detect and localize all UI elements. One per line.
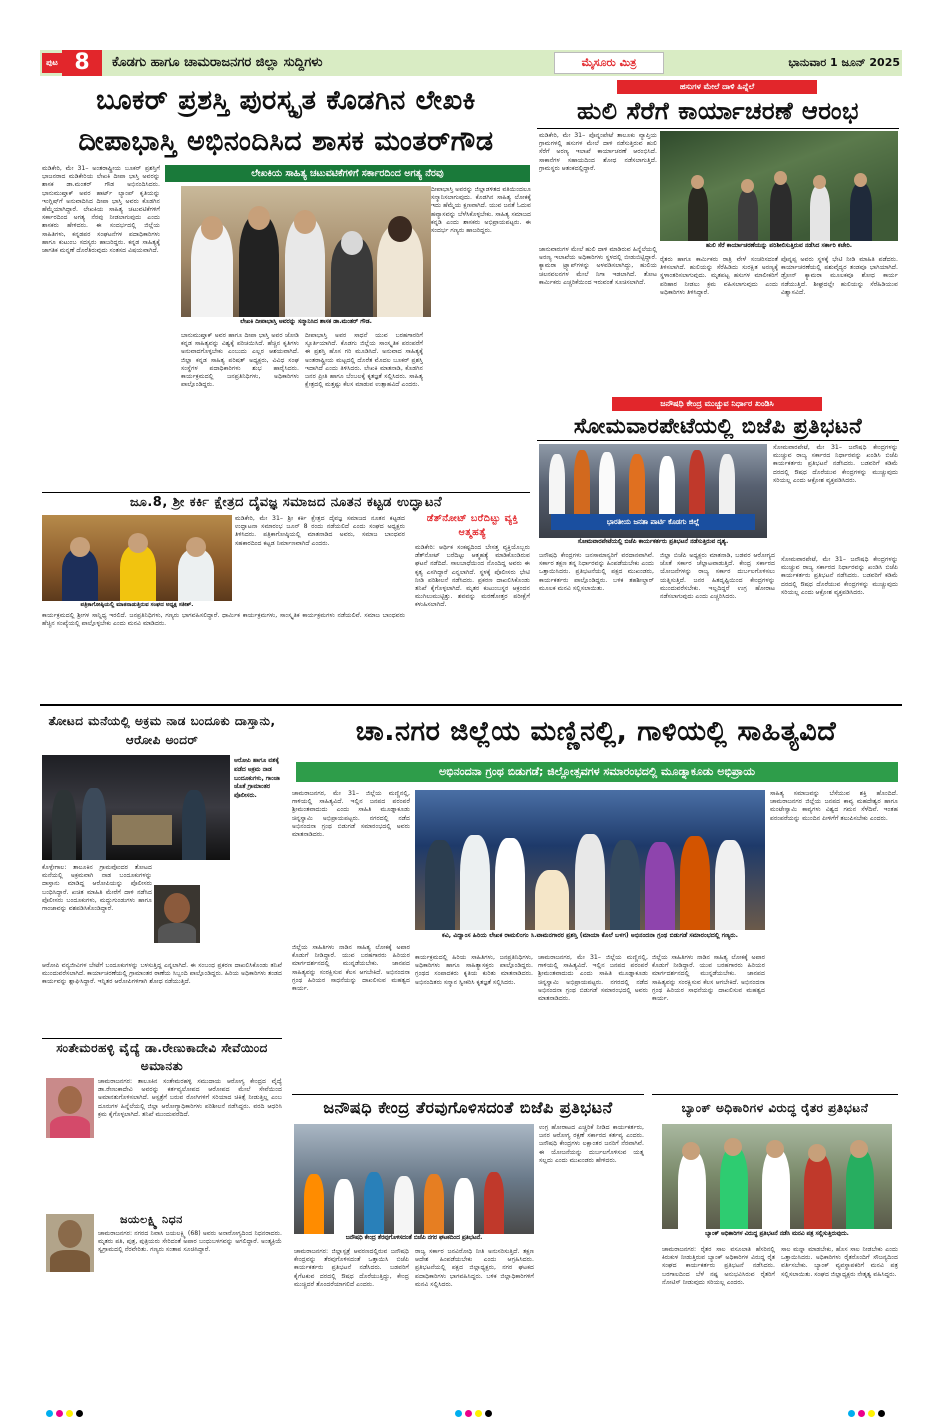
registration-dots-center — [455, 1402, 495, 1421]
tiger-body-3: ರೈತರು ಹಾಗೂ ಕಾರ್ಮಿಕರು ರಾತ್ರಿ ವೇಳೆ ಸಂಚರಿಸದಂತೆ ತಿಳಿಸಲಾಗಿದೆ. ಹುಲಿಯನ್ನು ಸೆರೆಹಿಡಿದು ಸುರಕ್ಷಿತ ಅರಣ್ಯಕ್ಕೆ ಸ್ಥಳಾಂತರಿಸಲಾಗುವುದು. ಮೃತಪಟ್ಟ ಹಸುಗಳ ಮಾಲೀಕರಿಗೆ ಪರಿಹಾರ ನೀಡಲು ಕ್ರಮ ವಹಿಸಲಾಗುವುದು ಎಂದು ಅಧಿಕಾರಿಗಳು ತಿಳಿಸಿದ್ದಾರೆ. — [660, 256, 778, 296]
tiger-headline: ಹುಲಿ ಸೆರೆಗೆ ಕಾರ್ಯಾಚರಣೆ ಆರಂಭ — [577, 97, 859, 125]
bank-photo-caption: ಬ್ಯಾಂಕ್ ಅಧಿಕಾರಿಗಳ ವಿರುದ್ಧ ಪ್ರತಿಭಟನೆ ನಡೆಸಿ ಮನವಿ ಪತ್ರ ಸಲ್ಲಿಸುತ್ತಿರುವುದು. — [705, 1231, 849, 1237]
chnagar-bjp-body-3: ರಾಜ್ಯ ಸರ್ಕಾರ ಜನವಿರೋಧಿ ನೀತಿ ಅನುಸರಿಸುತ್ತಿದೆ. ತಕ್ಷಣ ಆದೇಶ ಹಿಂಪಡೆಯಬೇಕು ಎಂದು ಆಗ್ರಹಿಸಿದರು. ಪ್ರತಿಭಟನೆಯಲ್ಲಿ ಪಕ್ಷದ ಜಿಲ್ಲಾಧ್ಯಕ್ಷರು, ನಗರ ಘಟಕದ ಪದಾಧಿಕಾರಿಗಳು ಭಾಗವಹಿಸಿದ್ದರು. ಬಳಿಕ ಜಿಲ್ಲಾಧಿಕಾರಿಗಳಿಗೆ ಮನವಿ ಸಲ್ಲಿಸಿದರು. — [415, 1248, 534, 1288]
booker-body-3: ಬಾನುಮುಷ್ತಾಕ್ ಅವರ ಹಾಗೂ ದೀಪಾ ಭಾಸ್ತಿ ಅವರ ಜೋಡಿ ಕನ್ನಡ ಸಾಹಿತ್ಯವನ್ನು ವಿಶ್ವಕ್ಕೆ ಪರಿಚಯಿಸಿದೆ. ಹೆಚ್ಚಿನ ಕೃತಿಗಳು ಅನುವಾದಗೊಳ್ಳಬೇಕು ಎಂಬುದು ಎಲ್ಲರ ಆಶಯವಾಗಿದೆ. ಜಿಲ್ಲಾ ಕನ್ನಡ ಸಾಹಿತ್ಯ ಪರಿಷತ್ ಅಧ್ಯಕ್ಷರು, ವಿವಿಧ ಸಂಘ ಸಂಸ್ಥೆಗಳ ಪದಾಧಿಕಾರಿಗಳು ಶುಭ ಹಾರೈಸಿದರು. ಕಾರ್ಯಕ್ರಮದಲ್ಲಿ ಜನಪ್ರತಿನಿಧಿಗಳು, ಅಧಿಕಾರಿಗಳು ಪಾಲ್ಗೊಂಡಿದ್ದರು. — [181, 332, 299, 389]
somwarpet-photo — [539, 444, 767, 538]
gun-headline: ತೋಟದ ಮನೆಯಲ್ಲಿ ಅಕ್ರಮ ನಾಡ ಬಂದೂಕು ದಾಸ್ತಾನು, ಆರೋಪಿ ಅಂದರ್ — [48, 714, 276, 747]
chnagar-bjp-photo — [294, 1124, 534, 1234]
gun-side-caption: ಆರೋಪಿ ಹಾಗೂ ವಶಕ್ಕೆ ಪಡೆದ ಅಕ್ರಮ ನಾಡ ಬಂದೂಕುಗಳು, ಗಾಂಜಾ ಜೊತೆ ಗ್ರಾಮಾಂತರ ಪೊಲೀಸರು. — [234, 757, 280, 800]
bank-headline: ಬ್ಯಾಂಕ್ ಅಧಿಕಾರಿಗಳ ವಿರುದ್ಧ ರೈತರ ಪ್ರತಿಭಟನೆ — [652, 1094, 898, 1120]
tiger-body-4: ಪೊನ್ನಪ್ಪ ಅವರು ಸ್ಥಳಕ್ಕೆ ಭೇಟಿ ನೀಡಿ ಮಾಹಿತಿ ಪಡೆದರು. ಕಾರ್ಯಾಚರಣೆಯಲ್ಲಿ ಪಶುವೈದ್ಯರ ತಂಡವೂ ಭಾಗಿಯಾಗಿದೆ. ಡ್ರೋನ್ ಕ್ಯಾಮರಾ ಮೂಲಕವೂ ಶೋಧ ಕಾರ್ಯ ನಡೆಯುತ್ತಿದೆ. ಶೀಘ್ರದಲ್ಲೇ ಹುಲಿಯನ್ನು ಸೆರೆಹಿಡಿಯುವ ವಿಶ್ವಾಸವಿದೆ. — [781, 256, 898, 296]
somwarpet-photo-caption: ಸೋಮವಾರಪೇಟೆಯಲ್ಲಿ ಬಿಜೆಪಿ ಕಾರ್ಯಕರ್ತರು ಪ್ರತಿಭಟನೆ ನಡೆಸುತ್ತಿರುವ ದೃಶ್ಯ. — [577, 538, 729, 545]
somwarpet-body-4: ಸೋಮವಾರಪೇಟೆ, ಮೇ 31– ಜನೌಷಧಿ ಕೇಂದ್ರಗಳನ್ನು ಮುಚ್ಚುವ ರಾಜ್ಯ ಸರ್ಕಾರದ ನಿರ್ಧಾರವನ್ನು ಖಂಡಿಸಿ ಬಿಜೆಪಿ ಕಾರ್ಯಕರ್ತರು ಪ್ರತಿಭಟನೆ ನಡೆಸಿದರು. ಬಡವರಿಗೆ ಕಡಿಮೆ ದರದಲ್ಲಿ ಔಷಧ ದೊರೆಯುವ ಕೇಂದ್ರಗಳನ್ನು ಮುಚ್ಚುವುದು ಸರಿಯಲ್ಲ ಎಂದು ಆಕ್ರೋಶ ವ್ಯಕ್ತಪಡಿಸಿದರು. — [781, 556, 898, 596]
somwarpet-kicker: ಜನೌಷಧಿ ಕೇಂದ್ರ ಮುಚ್ಚುವ ನಿರ್ಧಾರ ಖಂಡಿಸಿ — [612, 397, 822, 411]
bank-photo — [662, 1124, 892, 1229]
bank-body-2: ಸಾಲ ಮನ್ನಾ ಮಾಡಬೇಕು, ಹೊಸ ಸಾಲ ನೀಡಬೇಕು ಎಂದು ಒತ್ತಾಯಿಸಿದರು. ಅಧಿಕಾರಿಗಳು ರೈತರೊಂದಿಗೆ ಸೌಜನ್ಯದಿಂದ ವರ್ತಿಸಬೇಕು. ಬ್ಯಾಂಕ್ ವ್ಯವಸ್ಥಾಪಕರಿಗೆ ಮನವಿ ಪತ್ರ ಸಲ್ಲಿಸಲಾಯಿತು. ಸಂಘದ ಜಿಲ್ಲಾಧ್ಯಕ್ಷರು ನೇತೃತ್ವ ವಹಿಸಿದ್ದರು. — [781, 1246, 898, 1278]
literature-headline: ಚಾ.ನಗರ ಜಿಲ್ಲೆಯ ಮಣ್ಣಿನಲ್ಲಿ, ಗಾಳಿಯಲ್ಲಿ ಸಾಹಿತ್ಯವಿದೆ — [355, 716, 837, 747]
black-dot — [878, 1410, 885, 1417]
yellow-dot — [66, 1410, 73, 1417]
magenta-dot — [858, 1410, 865, 1417]
date-line: ಭಾನುವಾರ 1 ಜೂನ್ 2025 — [788, 56, 900, 69]
magenta-dot — [465, 1410, 472, 1417]
chnagar-bjp-body-1: ಉಗ್ರ ಹೋರಾಟದ ಎಚ್ಚರಿಕೆ ನೀಡಿದ ಕಾರ್ಯಕರ್ತರು, ಜನರ ಆರೋಗ್ಯ ರಕ್ಷಣೆ ಸರ್ಕಾರದ ಕರ್ತವ್ಯ ಎಂದರು. ಜನೌಷಧಿ ಕೇಂದ್ರಗಳು ಲಕ್ಷಾಂತರ ಜನರಿಗೆ ನೆರವಾಗಿವೆ. ಈ ಯೋಜನೆಯನ್ನು ದುರ್ಬಲಗೊಳಿಸುವ ಯತ್ನ ಸಲ್ಲದು ಎಂದು ಮುಖಂಡರು ಹೇಳಿದರು. — [539, 1124, 644, 1164]
black-dot — [76, 1410, 83, 1417]
tiger-kicker: ಹಸುಗಳ ಮೇಲೆ ದಾಳಿ ಹಿನ್ನೆಲೆ — [617, 80, 817, 94]
suicide-body: ಮಡಿಕೇರಿ: ಆರ್ಥಿಕ ಸಂಕಷ್ಟದಿಂದ ಬೇಸತ್ತ ವ್ಯಕ್ತಿಯೊಬ್ಬರು ಡೆತ್‌ನೋಟ್ ಬರೆದಿಟ್ಟು ಆತ್ಮಹತ್ಯೆ ಮಾಡಿಕೊಂಡಿರುವ ಘಟನೆ ನಡೆದಿದೆ. ಸಾಲಬಾಧೆಯಿಂದ ನೊಂದಿದ್ದ ಅವರು ಈ ಕೃತ್ಯ ಎಸಗಿದ್ದಾರೆ ಎನ್ನಲಾಗಿದೆ. ಸ್ಥಳಕ್ಕೆ ಪೊಲೀಸರು ಭೇಟಿ ನೀಡಿ ಪರಿಶೀಲನೆ ನಡೆಸಿದರು. ಪ್ರಕರಣ ದಾಖಲಿಸಿಕೊಂಡು ತನಿಖೆ ಕೈಗೊಳ್ಳಲಾಗಿದೆ. ಮೃತರ ಕುಟುಂಬಸ್ಥರ ಆಕ್ರಂದನ ಮುಗಿಲುಮುಟ್ಟಿತ್ತು. ಶವವನ್ನು ಮರಣೋತ್ತರ ಪರೀಕ್ಷೆಗೆ ಕಳುಹಿಸಲಾಗಿದೆ. — [415, 544, 530, 609]
page-number: 8 — [62, 50, 102, 76]
chnagar-bjp-body-2: ಚಾಮರಾಜನಗರ: ಜಿಲ್ಲಾಸ್ಪತ್ರೆ ಆವರಣದಲ್ಲಿರುವ ಜನೌಷಧಿ ಕೇಂದ್ರವನ್ನು ತೆರವುಗೊಳಿಸದಂತೆ ಒತ್ತಾಯಿಸಿ ಬಿಜೆಪಿ ಕಾರ್ಯಕರ್ತರು ಪ್ರತಿಭಟನೆ ನಡೆಸಿದರು. ಬಡವರಿಗೆ ಕೈಗೆಟಕುವ ದರದಲ್ಲಿ ಔಷಧ ದೊರೆಯುತ್ತಿದ್ದು, ಕೇಂದ್ರ ಮುಚ್ಚಿದರೆ ತೊಂದರೆಯಾಗಲಿದೆ ಎಂದರು. — [294, 1248, 409, 1288]
paper-name: ಮೈಸೂರು ಮಿತ್ರ — [554, 52, 664, 74]
literature-body-4: ಸಾಹಿತ್ಯ ಸಮಾಜವನ್ನು ಬೆಸೆಯುವ ಶಕ್ತಿ ಹೊಂದಿದೆ. ಚಾಮರಾಜನಗರ ಜಿಲ್ಲೆಯ ಜನಪದ ಕಾವ್ಯ ಮಹದೇಶ್ವರ ಹಾಗೂ ಮಂಟೇಸ್ವಾಮಿ ಕಾವ್ಯಗಳು ವಿಶ್ವದ ಗಮನ ಸೆಳೆದಿವೆ. ಇಂತಹ ಪರಂಪರೆಯನ್ನು ಮುಂದಿನ ಪೀಳಿಗೆಗೆ ತಲುಪಿಸಬೇಕು ಎಂದರು. — [770, 790, 898, 822]
literature-body-6: ಜಿಲ್ಲೆಯ ಸಾಹಿತಿಗಳು ನಾಡಿನ ಸಾಹಿತ್ಯ ಲೋಕಕ್ಕೆ ಅಪಾರ ಕೊಡುಗೆ ನೀಡಿದ್ದಾರೆ. ಯುವ ಬರಹಗಾರರು ಹಿರಿಯರ ಮಾರ್ಗದರ್ಶನದಲ್ಲಿ ಮುನ್ನಡೆಯಬೇಕು. ಜಾನಪದ ಸಾಹಿತ್ಯವನ್ನು ಸಂರಕ್ಷಿಸುವ ಕೆಲಸ ಆಗಬೇಕಿದೆ. ಅಭಿನಂದನಾ ಗ್ರಂಥ ಹಿರಿಯರ ಸಾಧನೆಯನ್ನು ದಾಖಲಿಸುವ ಮಹತ್ವದ ಕಾರ್ಯ. — [652, 954, 765, 1003]
booker-headline-2: ದೀಪಾಭಾಸ್ತಿ ಅಭಿನಂದಿಸಿದ ಶಾಸಕ ಮಂತರ್‌ಗೌಡ — [78, 126, 494, 157]
bjp-banner: ಭಾರತೀಯ ಜನತಾ ಪಾರ್ಟಿ ಕೊಡಗು ಜಿಲ್ಲೆ — [551, 514, 755, 530]
registration-dots-left — [46, 1402, 86, 1421]
literature-subhead: ಅಭಿನಂದನಾ ಗ್ರಂಥ ಬಿಡುಗಡೆ; ಜಿಲ್ಲೋತ್ಸವಗಳ ಸಮಾರಂಭದಲ್ಲಿ ಮೂಡ್ನಾಕೂಡು ಅಭಿಪ್ರಾಯ — [296, 762, 898, 782]
section-title: ಕೊಡಗು ಹಾಗೂ ಚಾಮರಾಜನಗರ ಜಿಲ್ಲಾ ಸುದ್ದಿಗಳು — [112, 55, 323, 70]
black-dot — [485, 1410, 492, 1417]
karki-body-1: ಮಡಿಕೇರಿ, ಮೇ 31– ಶ್ರೀ ಕರ್ಕಿ ಕ್ಷೇತ್ರದ ದೈವಜ್ಞ ಸಮಾಜದ ನೂತನ ಕಟ್ಟಡದ ಉದ್ಘಾಟನಾ ಸಮಾರಂಭ ಜೂನ್ 8 ರಂದು ನಡೆಯಲಿದೆ ಎಂದು ಸಂಘದ ಅಧ್ಯಕ್ಷರು ತಿಳಿಸಿದರು. ಪತ್ರಿಕಾಗೋಷ್ಠಿಯಲ್ಲಿ ಮಾತನಾಡಿದ ಅವರು, ಸಮಾಜ ಬಾಂಧವರ ಸಹಕಾರದಿಂದ ಕಟ್ಟಡ ನಿರ್ಮಾಣವಾಗಿದೆ ಎಂದರು. — [235, 515, 405, 547]
literature-body-5: ಚಾಮರಾಜನಗರ, ಮೇ 31– ಜಿಲ್ಲೆಯ ಮಣ್ಣಿನಲ್ಲಿ, ಗಾಳಿಯಲ್ಲಿ ಸಾಹಿತ್ಯವಿದೆ. ಇಲ್ಲಿನ ಜನಪದ ಪರಂಪರೆ ಶ್ರೀಮಂತವಾದುದು ಎಂದು ಸಾಹಿತಿ ಮೂಡ್ನಾಕೂಡು ಚಿನ್ನಸ್ವಾಮಿ ಅಭಿಪ್ರಾಯಪಟ್ಟರು. ನಗರದಲ್ಲಿ ನಡೆದ ಅಭಿನಂದನಾ ಗ್ರಂಥ ಬಿಡುಗಡೆ ಸಮಾರಂಭದಲ್ಲಿ ಅವರು ಮಾತನಾಡಿದರು. — [538, 954, 648, 1003]
somwarpet-headline: ಸೋಮವಾರಪೇಟೆಯಲ್ಲಿ ಬಿಜೆಪಿ ಪ್ರತಿಭಟನೆ — [537, 411, 899, 441]
somwarpet-body-3: ಜಿಲ್ಲಾ ಬಿಜೆಪಿ ಅಧ್ಯಕ್ಷರು ಮಾತನಾಡಿ, ಬಡವರ ಆರೋಗ್ಯದ ಜೊತೆ ಸರ್ಕಾರ ಚೆಲ್ಲಾಟವಾಡುತ್ತಿದೆ. ಕೇಂದ್ರ ಸರ್ಕಾರದ ಯೋಜನೆಗಳನ್ನು ರಾಜ್ಯ ಸರ್ಕಾರ ದುರ್ಬಲಗೊಳಿಸಲು ಯತ್ನಿಸುತ್ತಿದೆ. ಜನರ ಹಿತದೃಷ್ಟಿಯಿಂದ ಕೇಂದ್ರಗಳನ್ನು ಮುಂದುವರೆಸಬೇಕು. ಇಲ್ಲದಿದ್ದರೆ ಉಗ್ರ ಹೋರಾಟ ನಡೆಸಲಾಗುವುದು ಎಂದು ಎಚ್ಚರಿಸಿದರು. — [660, 552, 775, 601]
booker-body-4: ದೀಪಾಭಾಸ್ತಿ ಅವರನ್ನು ಜಿಲ್ಲಾಡಳಿತದ ವತಿಯಿಂದಲೂ ಸನ್ಮಾನಿಸಲಾಗುವುದು. ಕೊಡಗಿನ ಸಾಹಿತ್ಯ ಲೋಕಕ್ಕೆ ಇದು ಹೆಮ್ಮೆಯ ಕ್ಷಣವಾಗಿದೆ. ಯುವ ಜನತೆ ಓದುವ ಹವ್ಯಾಸವನ್ನು ಬೆಳೆಸಿಕೊಳ್ಳಬೇಕು. ಸಾಹಿತ್ಯ ಸಮಾಜದ ಕನ್ನಡಿ ಎಂದು ಶಾಸಕರು ಅಭಿಪ್ರಾಯಪಟ್ಟರು. ಈ ಸಂದರ್ಭ ಗಣ್ಯರು ಹಾಜರಿದ್ದರು. — [431, 186, 531, 235]
gun-body-1: ಕೊಳ್ಳೇಗಾಲ: ತಾಲೂಕಿನ ಗ್ರಾಮವೊಂದರ ತೋಟದ ಮನೆಯಲ್ಲಿ ಅಕ್ರಮವಾಗಿ ನಾಡ ಬಂದೂಕುಗಳನ್ನು ದಾಸ್ತಾನು ಮಾಡಿದ್ದ ಆರೋಪಿಯನ್ನು ಪೊಲೀಸರು ಬಂಧಿಸಿದ್ದಾರೆ. ಖಚಿತ ಮಾಹಿತಿ ಮೇರೆಗೆ ದಾಳಿ ನಡೆಸಿದ ಪೊಲೀಸರು ಬಂದೂಕುಗಳು, ಮದ್ದುಗುಂಡುಗಳು ಹಾಗೂ ಗಾಂಜಾವನ್ನು ವಶಪಡಿಸಿಕೊಂಡಿದ್ದಾರೆ. — [42, 864, 152, 913]
gun-body-2: ಆರೋಪಿ ವನ್ಯಜೀವಿಗಳ ಬೇಟೆಗೆ ಬಂದೂಕುಗಳನ್ನು ಬಳಸುತ್ತಿದ್ದ ಎನ್ನಲಾಗಿದೆ. ಈ ಸಂಬಂಧ ಪ್ರಕರಣ ದಾಖಲಿಸಿಕೊಂಡು ತನಿಖೆ ಮುಂದುವರೆಸಲಾಗಿದೆ. ಕಾರ್ಯಾಚರಣೆಯಲ್ಲಿ ಗ್ರಾಮಾಂತರ ಠಾಣೆಯ ಸಿಬ್ಬಂದಿ ಪಾಲ್ಗೊಂಡಿದ್ದರು. ಹಿರಿಯ ಅಧಿಕಾರಿಗಳು ತಂಡದ ಕಾರ್ಯವನ್ನು ಶ್ಲಾಘಿಸಿದ್ದಾರೆ. ಇನ್ನಿತರ ಆರೋಪಿಗಳಿಗಾಗಿ ಶೋಧ ನಡೆಯುತ್ತಿದೆ. — [42, 962, 282, 986]
booker-subhead: ಲೇಖಕಿಯ ಸಾಹಿತ್ಯ ಚಟುವಟಿಕೆಗಳಿಗೆ ಸರ್ಕಾರದಿಂದ ಅಗತ್ಯ ನೆರವು — [165, 165, 530, 182]
literature-photo — [415, 790, 765, 930]
page-label: ಪುಟ — [42, 53, 62, 73]
booker-headline-1: ಬೂಕರ್ ಪ್ರಶಸ್ತಿ ಪುರಸ್ಕೃತ ಕೊಡಗಿನ ಲೇಖಕಿ — [96, 85, 476, 116]
doctor-headline: ಸಂತೇಮರಹಳ್ಳಿ ವೈದ್ಯೆ ಡಾ.ರೇಣುಕಾದೇವಿ ಸೇವೆಯಿಂದ ಅಮಾನತು — [42, 1038, 282, 1074]
literature-body-1: ಚಾಮರಾಜನಗರ, ಮೇ 31– ಜಿಲ್ಲೆಯ ಮಣ್ಣಿನಲ್ಲಿ, ಗಾಳಿಯಲ್ಲಿ ಸಾಹಿತ್ಯವಿದೆ. ಇಲ್ಲಿನ ಜನಪದ ಪರಂಪರೆ ಶ್ರೀಮಂತವಾದುದು ಎಂದು ಸಾಹಿತಿ ಮೂಡ್ನಾಕೂಡು ಚಿನ್ನಸ್ವಾಮಿ ಅಭಿಪ್ರಾಯಪಟ್ಟರು. ನಗರದಲ್ಲಿ ನಡೆದ ಅಭಿನಂದನಾ ಗ್ರಂಥ ಬಿಡುಗಡೆ ಸಮಾರಂಭದಲ್ಲಿ ಅವರು ಮಾತನಾಡಿದರು. — [292, 790, 410, 839]
tiger-rule — [537, 128, 899, 129]
literature-body-2: ಜಿಲ್ಲೆಯ ಸಾಹಿತಿಗಳು ನಾಡಿನ ಸಾಹಿತ್ಯ ಲೋಕಕ್ಕೆ ಅಪಾರ ಕೊಡುಗೆ ನೀಡಿದ್ದಾರೆ. ಯುವ ಬರಹಗಾರರು ಹಿರಿಯರ ಮಾರ್ಗದರ್ಶನದಲ್ಲಿ ಮುನ್ನಡೆಯಬೇಕು. ಜಾನಪದ ಸಾಹಿತ್ಯವನ್ನು ಸಂರಕ್ಷಿಸುವ ಕೆಲಸ ಆಗಬೇಕಿದೆ. ಅಭಿನಂದನಾ ಗ್ರಂಥ ಹಿರಿಯರ ಸಾಧನೆಯನ್ನು ದಾಖಲಿಸುವ ಮಹತ್ವದ ಕಾರ್ಯ. — [292, 944, 410, 993]
chnagar-bjp-photo-caption: ಜನೌಷಧಿ ಕೇಂದ್ರ ತೆರವುಗೊಳಿಸದಂತೆ ಬಿಜೆಪಿ ನಗರ ಘಟಕದಿಂದ ಪ್ರತಿಭಟನೆ. — [345, 1235, 483, 1241]
karki-photo-caption: ಪತ್ರಿಕಾಗೋಷ್ಠಿಯಲ್ಲಿ ಮಾತನಾಡುತ್ತಿರುವ ಸಂಘದ ಅಧ್ಯಕ್ಷ ಸತೀಶ್. — [80, 602, 194, 608]
chnagar-bjp-headline: ಜನೌಷಧಿ ಕೇಂದ್ರ ತೆರವುಗೊಳಿಸದಂತೆ ಬಿಜೆಪಿ ಪ್ರತಿಭಟನೆ — [292, 1094, 644, 1120]
cyan-dot — [46, 1410, 53, 1417]
tiger-body-2: ಜಾನುವಾರುಗಳ ಮೇಲೆ ಹುಲಿ ದಾಳಿ ಮಾಡಿರುವ ಹಿನ್ನೆಲೆಯಲ್ಲಿ ಅರಣ್ಯ ಇಲಾಖೆಯ ಅಧಿಕಾರಿಗಳು ಸ್ಥಳದಲ್ಲಿ ಬೀಡುಬಿಟ್ಟಿದ್ದಾರೆ. ಕ್ಯಾಮರಾ ಟ್ರ್ಯಾಪ್‌ಗಳನ್ನು ಅಳವಡಿಸಲಾಗಿದ್ದು, ಹುಲಿಯ ಚಲನವಲನಗಳ ಮೇಲೆ ನಿಗಾ ಇಡಲಾಗಿದೆ. ತೋಟ ಕಾರ್ಮಿಕರು ಎಚ್ಚರಿಕೆಯಿಂದ ಇರುವಂತೆ ಸೂಚಿಸಲಾಗಿದೆ. — [539, 246, 657, 286]
booker-photo-caption: ಲೇಖಕಿ ದೀಪಾಭಾಸ್ತಿ ಅವರನ್ನು ಸನ್ಮಾನಿಸಿದ ಶಾಸಕ ಡಾ.ಮಂತರ್ ಗೌಡ. — [240, 318, 372, 325]
literature-photo-caption: ಕವಿ, ವಿದ್ವಾಂಸ ಹಿರಿಯ ಲೇಖಕ ರಾಮಲಿಂಗಂ ಸಿ.ವಾಮನಗಾರರ ಪ್ರಶಸ್ತಿ (ಮಾಯಾ ಕೊಲೆ ಬಳಗ) ಅಭಿನಂದನಾ ಗ್ರಂಥ ಬಿಡುಗಡೆ ಸಮಾರಂಭದಲ್ಲಿ ಗಣ್ಯರು. — [442, 932, 738, 939]
literature-body-3: ಕಾರ್ಯಕ್ರಮದಲ್ಲಿ ಹಿರಿಯ ಸಾಹಿತಿಗಳು, ಜನಪ್ರತಿನಿಧಿಗಳು, ಅಧಿಕಾರಿಗಳು ಹಾಗೂ ಸಾಹಿತ್ಯಾಸಕ್ತರು ಪಾಲ್ಗೊಂಡಿದ್ದರು. ಗ್ರಂಥದ ಸಂಪಾದಕರು ಕೃತಿಯ ಕುರಿತು ಮಾತನಾಡಿದರು. ಅಭಿನಂದಿತರು ಸನ್ಮಾನ ಸ್ವೀಕರಿಸಿ ಕೃತಜ್ಞತೆ ಸಲ್ಲಿಸಿದರು. — [415, 954, 533, 986]
karki-photo — [42, 515, 232, 601]
obituary-headline: ಜಯಲಕ್ಷ್ಮಿ ನಿಧನ — [120, 1213, 183, 1226]
karki-body-2: ಕಾರ್ಯಕ್ರಮದಲ್ಲಿ ಶ್ರೀಗಳ ಸಾನ್ನಿಧ್ಯ ಇರಲಿದೆ. ಜನಪ್ರತಿನಿಧಿಗಳು, ಗಣ್ಯರು ಭಾಗವಹಿಸಲಿದ್ದಾರೆ. ಧಾರ್ಮಿಕ ಕಾರ್ಯಕ್ರಮಗಳು, ಸಾಂಸ್ಕೃತಿಕ ಕಾರ್ಯಕ್ರಮಗಳು ನಡೆಯಲಿವೆ. ಸಮಾಜ ಬಾಂಧವರು ಹೆಚ್ಚಿನ ಸಂಖ್ಯೆಯಲ್ಲಿ ಪಾಲ್ಗೊಳ್ಳಬೇಕು ಎಂದು ಮನವಿ ಮಾಡಿದರು. — [42, 612, 405, 628]
bank-body-1: ಚಾಮರಾಜನಗರ: ರೈತರ ಸಾಲ ವಸೂಲಾತಿ ಹೆಸರಿನಲ್ಲಿ ಕಿರುಕುಳ ನೀಡುತ್ತಿರುವ ಬ್ಯಾಂಕ್ ಅಧಿಕಾರಿಗಳ ವಿರುದ್ಧ ರೈತ ಸಂಘದ ಕಾರ್ಯಕರ್ತರು ಪ್ರತಿಭಟನೆ ನಡೆಸಿದರು. ಬರಗಾಲದಿಂದ ಬೆಳೆ ನಷ್ಟ ಅನುಭವಿಸಿರುವ ರೈತರಿಗೆ ನೋಟಿಸ್ ನೀಡುವುದು ಸರಿಯಲ್ಲ ಎಂದರು. — [662, 1246, 775, 1286]
doctor-photo — [46, 1078, 94, 1138]
yellow-dot — [868, 1410, 875, 1417]
cyan-dot — [848, 1410, 855, 1417]
magenta-dot — [56, 1410, 63, 1417]
karki-headline: ಜೂ.8, ಶ್ರೀ ಕರ್ಕಿ ಕ್ಷೇತ್ರದ ದೈವಜ್ಞ ಸಮಾಜದ ನೂತನ ಕಟ್ಟಡ ಉದ್ಘಾಟನೆ — [42, 492, 530, 512]
registration-dots-right — [848, 1402, 888, 1421]
tiger-photo — [660, 131, 898, 241]
obituary-photo — [46, 1214, 94, 1272]
booker-body-1: ಮಡಿಕೇರಿ, ಮೇ 31– ಅಂತರಾಷ್ಟ್ರೀಯ ಬೂಕರ್ ಪ್ರಶಸ್ತಿಗೆ ಭಾಜನರಾದ ಮಡಿಕೇರಿಯ ಲೇಖಕಿ ದೀಪಾ ಭಾಸ್ತಿ ಅವರನ್ನು ಶಾಸಕ ಡಾ.ಮಂತರ್ ಗೌಡ ಅಭಿನಂದಿಸಿದರು. ಭಾನುಮುಷ್ತಾಕ್ ಅವರ ಹಾರ್ಟ್ ಲ್ಯಾಂಪ್ ಕೃತಿಯನ್ನು ಇಂಗ್ಲಿಷ್‌ಗೆ ಅನುವಾದಿಸಿದ ದೀಪಾ ಭಾಸ್ತಿ ಅವರು ಕೊಡಗಿನ ಹೆಮ್ಮೆಯಾಗಿದ್ದಾರೆ. ಲೇಖಕಿಯ ಸಾಹಿತ್ಯ ಚಟುವಟಿಕೆಗಳಿಗೆ ಸರ್ಕಾರದಿಂದ ಅಗತ್ಯ ನೆರವು ನೀಡಲಾಗುವುದು ಎಂದು ಶಾಸಕರು ಹೇಳಿದರು. ಈ ಸಂದರ್ಭದಲ್ಲಿ ಜಿಲ್ಲೆಯ ಸಾಹಿತಿಗಳು, ಕನ್ನಡಪರ ಸಂಘಟನೆಗಳ ಪದಾಧಿಕಾರಿಗಳು ಹಾಗೂ ಕುಟುಂಬ ಸದಸ್ಯರು ಹಾಜರಿದ್ದರು. ಕನ್ನಡ ಸಾಹಿತ್ಯಕ್ಕೆ ಜಾಗತಿಕ ಮನ್ನಣೆ ದೊರೆತಿರುವುದು ಸಂತಸದ ವಿಷಯವಾಗಿದೆ. — [42, 165, 160, 255]
doctor-body: ಚಾಮರಾಜನಗರ: ತಾಲೂಕಿನ ಸಂತೇಮರಹಳ್ಳಿ ಸಮುದಾಯ ಆರೋಗ್ಯ ಕೇಂದ್ರದ ವೈದ್ಯೆ ಡಾ.ರೇಣುಕಾದೇವಿ ಅವರನ್ನು ಕರ್ತವ್ಯಲೋಪದ ಆರೋಪದ ಮೇಲೆ ಸೇವೆಯಿಂದ ಅಮಾನತುಗೊಳಿಸಲಾಗಿದೆ. ಆಸ್ಪತ್ರೆಗೆ ಬರುವ ರೋಗಿಗಳಿಗೆ ಸರಿಯಾದ ಚಿಕಿತ್ಸೆ ನೀಡುತ್ತಿಲ್ಲ ಎಂಬ ದೂರುಗಳ ಹಿನ್ನೆಲೆಯಲ್ಲಿ ಜಿಲ್ಲಾ ಆರೋಗ್ಯಾಧಿಕಾರಿಗಳು ಪರಿಶೀಲನೆ ನಡೆಸಿದ್ದರು. ವರದಿ ಆಧರಿಸಿ ಕ್ರಮ ಕೈಗೊಳ್ಳಲಾಗಿದೆ. ತನಿಖೆ ಮುಂದುವರೆದಿದೆ. — [98, 1078, 282, 1118]
cyan-dot — [455, 1410, 462, 1417]
tiger-body-1: ಮಡಿಕೇರಿ, ಮೇ 31– ಪೊನ್ನಂಪೇಟೆ ತಾಲೂಕು ವ್ಯಾಪ್ತಿಯ ಗ್ರಾಮಗಳಲ್ಲಿ ಹಸುಗಳ ಮೇಲೆ ದಾಳಿ ನಡೆಸುತ್ತಿರುವ ಹುಲಿ ಸೆರೆಗೆ ಅರಣ್ಯ ಇಲಾಖೆ ಕಾರ್ಯಾಚರಣೆ ಆರಂಭಿಸಿದೆ. ಸಾಕಾನೆಗಳ ಸಹಾಯದಿಂದ ಶೋಧ ನಡೆಸಲಾಗುತ್ತಿದೆ. ಗ್ರಾಮಸ್ಥರು ಆತಂಕದಲ್ಲಿದ್ದಾರೆ. — [539, 132, 657, 172]
accused-photo — [154, 885, 200, 943]
somwarpet-body-2: ಜನೌಷಧಿ ಕೇಂದ್ರಗಳು ಜನಸಾಮಾನ್ಯರಿಗೆ ವರದಾನವಾಗಿವೆ. ಸರ್ಕಾರ ತಕ್ಷಣ ತನ್ನ ನಿರ್ಧಾರವನ್ನು ಹಿಂಪಡೆಯಬೇಕು ಎಂದು ಒತ್ತಾಯಿಸಿದರು. ಪ್ರತಿಭಟನೆಯಲ್ಲಿ ಪಕ್ಷದ ಮುಖಂಡರು, ಕಾರ್ಯಕರ್ತರು ಪಾಲ್ಗೊಂಡಿದ್ದರು. ಬಳಿಕ ತಹಶೀಲ್ದಾರ್ ಮೂಲಕ ಮನವಿ ಸಲ್ಲಿಸಲಾಯಿತು. — [539, 552, 654, 592]
obituary-body: ಚಾಮರಾಜನಗರ: ನಗರದ ನಿವಾಸಿ ಜಯಲಕ್ಷ್ಮಿ (68) ಅವರು ಅನಾರೋಗ್ಯದಿಂದ ನಿಧನರಾದರು. ಮೃತರು ಪತಿ, ಪುತ್ರ, ಪುತ್ರಿಯರು ಸೇರಿದಂತೆ ಅಪಾರ ಬಂಧುಬಳಗವನ್ನು ಅಗಲಿದ್ದಾರೆ. ಅಂತ್ಯಕ್ರಿಯೆ ಸ್ವಗ್ರಾಮದಲ್ಲಿ ನೆರವೇರಿತು. ಗಣ್ಯರು ಸಂತಾಪ ಸೂಚಿಸಿದ್ದಾರೆ. — [98, 1230, 282, 1254]
tiger-photo-caption: ಹುಲಿ ಸೆರೆ ಕಾರ್ಯಾಚರಣೆಯನ್ನು ಪರಿಶೀಲಿಸುತ್ತಿರುವ ನಡೆಸಿದ ಸರ್ಕಾರಿ ಕಚೇರಿ. — [705, 242, 853, 249]
yellow-dot — [475, 1410, 482, 1417]
section-divider — [40, 704, 902, 706]
somwarpet-body-1: ಸೋಮವಾರಪೇಟೆ, ಮೇ 31– ಜನೌಷಧಿ ಕೇಂದ್ರಗಳನ್ನು ಮುಚ್ಚುವ ರಾಜ್ಯ ಸರ್ಕಾರದ ನಿರ್ಧಾರವನ್ನು ಖಂಡಿಸಿ ಬಿಜೆಪಿ ಕಾರ್ಯಕರ್ತರು ಪ್ರತಿಭಟನೆ ನಡೆಸಿದರು. ಬಡವರಿಗೆ ಕಡಿಮೆ ದರದಲ್ಲಿ ಔಷಧ ದೊರೆಯುವ ಕೇಂದ್ರಗಳನ್ನು ಮುಚ್ಚುವುದು ಸರಿಯಲ್ಲ ಎಂದು ಆಕ್ರೋಶ ವ್ಯಕ್ತಪಡಿಸಿದರು. — [773, 444, 898, 484]
suicide-headline: ಡೆತ್‌ನೋಟ್ ಬರೆದಿಟ್ಟು ವ್ಯಕ್ತಿ ಆತ್ಮಹತ್ಯೆ — [426, 513, 519, 538]
gun-photo — [42, 755, 230, 860]
booker-photo — [181, 186, 431, 317]
booker-body-2: ದೀಪಾಭಾಸ್ತಿ ಅವರ ಸಾಧನೆ ಯುವ ಬರಹಗಾರರಿಗೆ ಸ್ಫೂರ್ತಿಯಾಗಿದೆ. ಕೊಡಗು ಜಿಲ್ಲೆಯ ಸಾಂಸ್ಕೃತಿಕ ಪರಂಪರೆಗೆ ಈ ಪ್ರಶಸ್ತಿ ಹೊಸ ಗರಿ ಮೂಡಿಸಿದೆ. ಅನುವಾದ ಸಾಹಿತ್ಯಕ್ಕೆ ಅಂತರಾಷ್ಟ್ರೀಯ ಮಟ್ಟದಲ್ಲಿ ದೊರೆತ ಮೊದಲ ಬೂಕರ್ ಪ್ರಶಸ್ತಿ ಇದಾಗಿದೆ ಎಂದು ತಿಳಿಸಿದರು. ಲೇಖಕಿ ಮಾತನಾಡಿ, ಕೊಡಗಿನ ಜನರ ಪ್ರೀತಿ ಹಾಗೂ ಬೆಂಬಲಕ್ಕೆ ಕೃತಜ್ಞತೆ ಸಲ್ಲಿಸಿದರು. ಸಾಹಿತ್ಯ ಕ್ಷೇತ್ರದಲ್ಲಿ ಮತ್ತಷ್ಟು ಕೆಲಸ ಮಾಡುವ ಉತ್ಸಾಹವಿದೆ ಎಂದರು. — [305, 332, 423, 389]
